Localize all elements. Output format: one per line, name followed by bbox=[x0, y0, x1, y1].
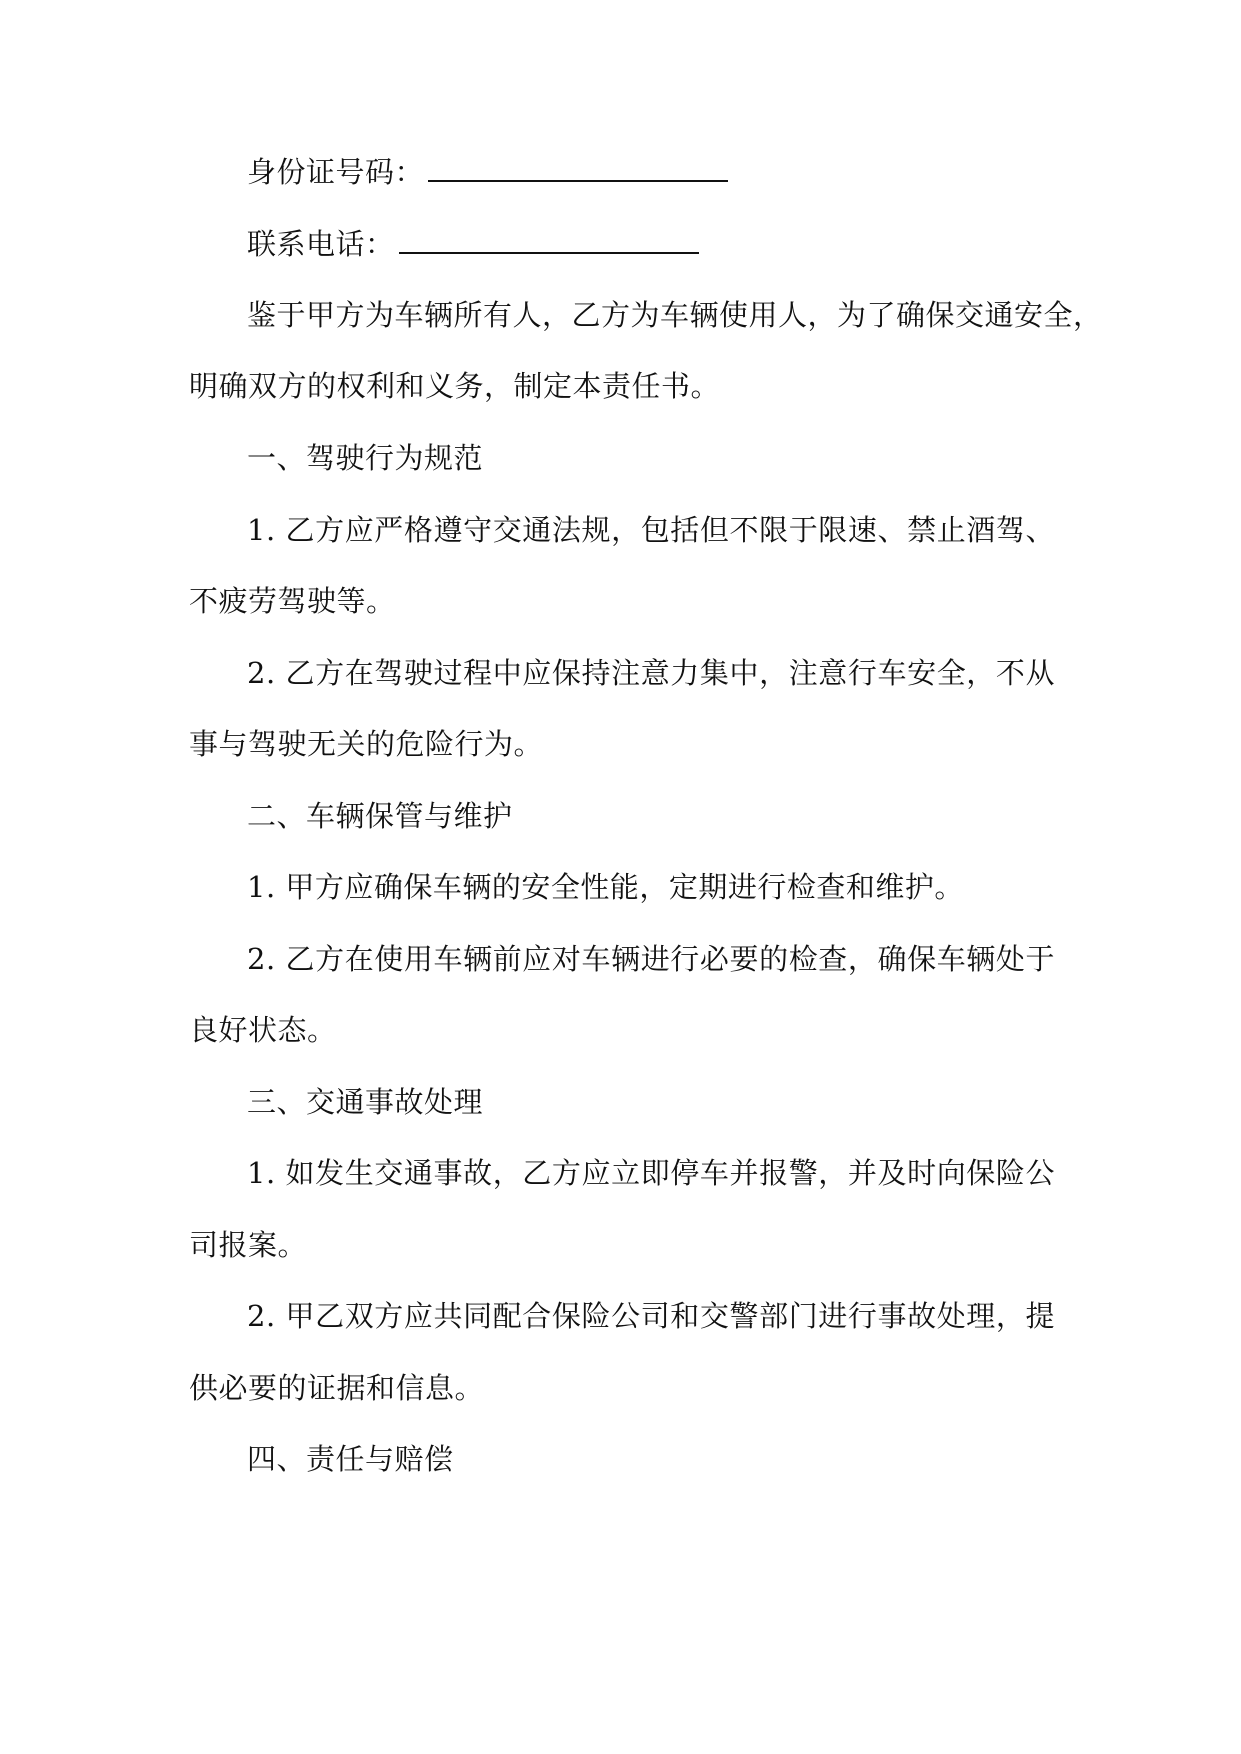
section-3-item-1-line-2: 司报案。 bbox=[189, 1228, 308, 1262]
section-2-heading: 二、车辆保管与维护 bbox=[247, 799, 513, 833]
section-3-item-1-line-1: 1. 如发生交通事故，乙方应立即停车并报警，并及时向保险公 bbox=[247, 1156, 1055, 1190]
intro-line-1: 鉴于甲方为车辆所有人，乙方为车辆使用人，为了确保交通安全， bbox=[247, 298, 1103, 332]
section-1-item-2-line-1: 2. 乙方在驾驶过程中应保持注意力集中，注意行车安全，不从 bbox=[247, 656, 1055, 690]
section-4-heading: 四、责任与赔偿 bbox=[247, 1442, 454, 1476]
id-number-label: 身份证号码： bbox=[247, 155, 425, 189]
section-2-item-2-line-1: 2. 乙方在使用车辆前应对车辆进行必要的检查，确保车辆处于 bbox=[247, 942, 1055, 976]
section-2-item-1: 1. 甲方应确保车辆的安全性能，定期进行检查和维护。 bbox=[247, 870, 964, 904]
phone-blank[interactable] bbox=[399, 222, 699, 254]
id-number-blank[interactable] bbox=[428, 150, 728, 182]
section-1-heading: 一、驾驶行为规范 bbox=[247, 441, 484, 475]
section-1-item-2-line-2: 事与驾驶无关的危险行为。 bbox=[189, 727, 544, 761]
section-2-item-2-line-2: 良好状态。 bbox=[189, 1013, 337, 1047]
intro-line-2: 明确双方的权利和义务，制定本责任书。 bbox=[189, 369, 721, 403]
section-1-item-1-line-1: 1. 乙方应严格遵守交通法规，包括但不限于限速、禁止酒驾、 bbox=[247, 513, 1055, 547]
id-number-row bbox=[247, 146, 728, 198]
section-3-item-2-line-1: 2. 甲乙双方应共同配合保险公司和交警部门进行事故处理，提 bbox=[247, 1299, 1055, 1333]
phone-row bbox=[247, 218, 699, 270]
phone-label: 联系电话： bbox=[247, 227, 395, 261]
section-3-item-2-line-2: 供必要的证据和信息。 bbox=[189, 1371, 485, 1405]
section-1-item-1-line-2: 不疲劳驾驶等。 bbox=[189, 584, 396, 618]
section-3-heading: 三、交通事故处理 bbox=[247, 1085, 484, 1119]
